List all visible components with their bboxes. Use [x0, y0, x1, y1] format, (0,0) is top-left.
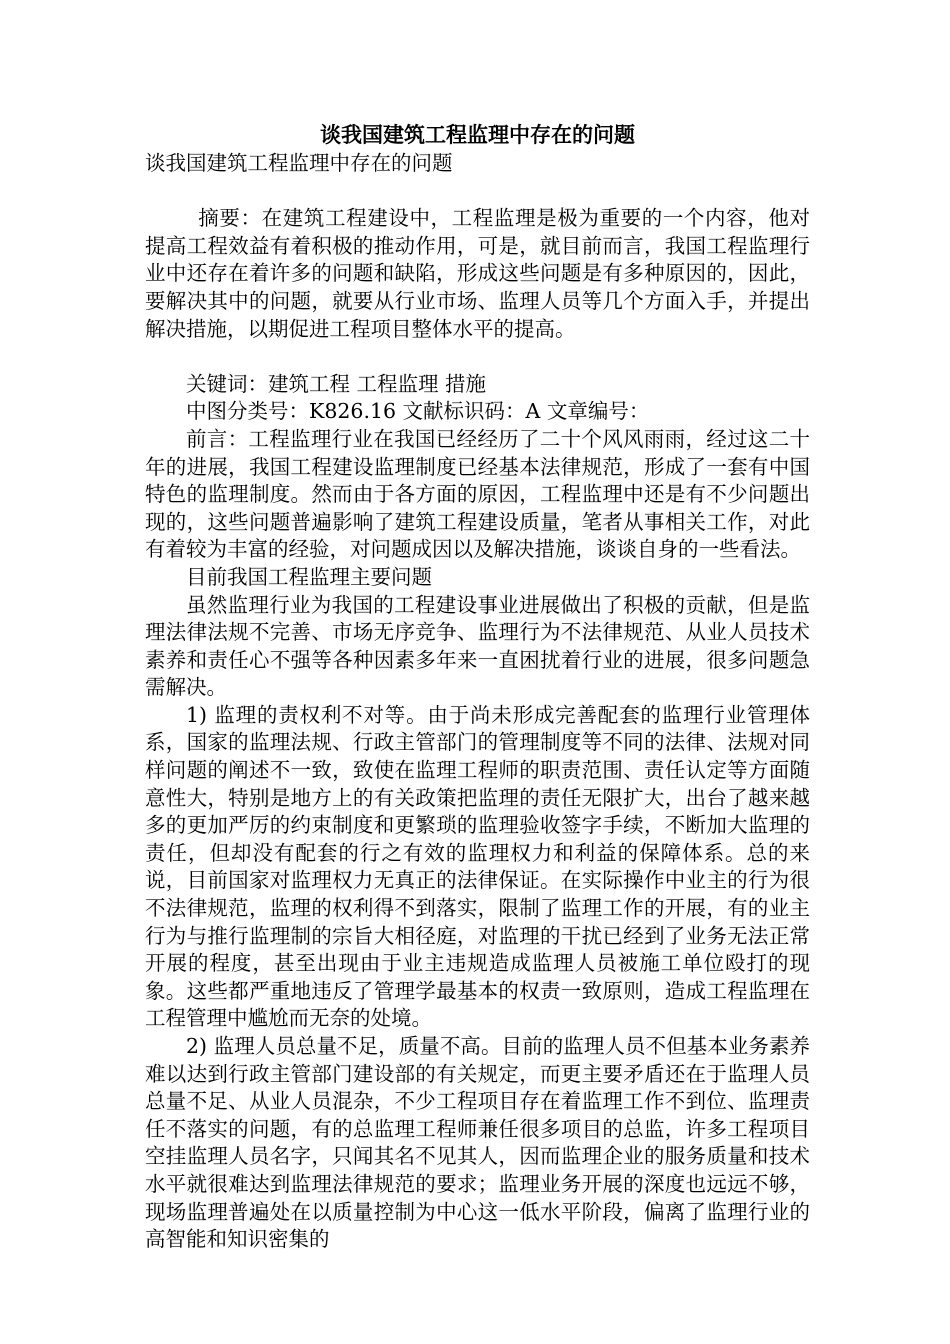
keywords-line: 关键词：建筑工程 工程监理 措施	[186, 371, 487, 396]
blank-line	[145, 178, 810, 206]
document-subtitle: 谈我国建筑工程监理中存在的问题	[145, 151, 453, 175]
preface-paragraph: 前言：工程监理行业在我国已经经历了二十个风风雨雨，经过这二十年的进展，我国工程建设监理制度已经基本法律规范，形成了一套有中国特色的监理制度。然而由于各方面的原因，工程监理中还是有不少问题出现的，这些问题普遍影响了建筑工程建设质量，笔者从事相关工作，对此有着较为丰富的经验，对问题成因以及解决措施，谈谈自身的一些看法。	[145, 426, 810, 562]
point-1-paragraph: 1) 监理的责权利不对等。由于尚未形成完善配套的监理行业管理体系，国家的监理法规、行政主管部门的管理制度等不同的法律、法规对同样问题的阐述不一致，致使在监理工程师的职责范围、责任认定等方面随意性大，特别是地方上的有关政策把监理的责任无限扩大，出台了越来越多的更加严厉的约束制度和更繁琐的监理验收签字手续，不断加大监理的责任，但却没有配套的行之有效的监理权力和利益的保障体系。总的来说，目前国家对监理权力无真正的法律保证。在实际操作中业主的行为很不法律规范，监理的权利得不到落实，限制了监理工作的开展，有的业主行为与推行监理制的宗旨大相径庭，对监理的干扰已经到了业务无法正常开展的程度，甚至出现由于业主违规造成监理人员被施工单位殴打的现象。这些都严重地违反了管理学最基本的权责一致原则，造成工程监理在工程管理中尴尬而无奈的处境。	[145, 702, 810, 1031]
classification-line: 中图分类号：K826.16 文献标识码：A 文章编号：	[186, 399, 650, 424]
abstract-paragraph: 摘要：在建筑工程建设中，工程监理是极为重要的一个内容，他对提高工程效益有着积极的推动作用，可是，就目前而言，我国工程监理行业中还存在着许多的问题和缺陷，形成这些问题是有多种原因的，因此，要解决其中的问题，就要从行业市场、监理人员等几个方面入手，并提出解决措施，以期促进工程项目整体水平的提高。	[145, 206, 810, 341]
section-heading: 目前我国工程监理主要问题	[186, 564, 432, 589]
point-2-paragraph: 2) 监理人员总量不足，质量不高。目前的监理人员不但基本业务素养难以达到行政主管部门建设部的有关规定，而更主要矛盾还在于监理人员总量不足、从业人员混杂，不少工程项目存在着监理工作不到位、监理责任不落实的问题，有的总监理工程师兼任很多项目的总监，许多工程项目空挂监理人员名字，只闻其名不见其人，因而监理企业的服务质量和技术水平就很难达到监理法律规范的要求；监理业务开展的深度也远远不够，现场监理普遍处在以质量控制为中心这一低水平阶段，偏离了监理行业的高智能和知识密集的	[145, 1034, 810, 1252]
blank-line	[145, 343, 810, 371]
section-intro-paragraph: 虽然监理行业为我国的工程建设事业进展做出了积极的贡献，但是监理法律法规不完善、市场无序竞争、监理行为不法律规范、从业人员技术素养和责任心不强等各种因素多年来一直困扰着行业的进展，很多问题急需解决。	[145, 592, 810, 700]
document-body	[145, 120, 810, 1254]
page-title: 谈我国建筑工程监理中存在的问题	[320, 122, 635, 147]
